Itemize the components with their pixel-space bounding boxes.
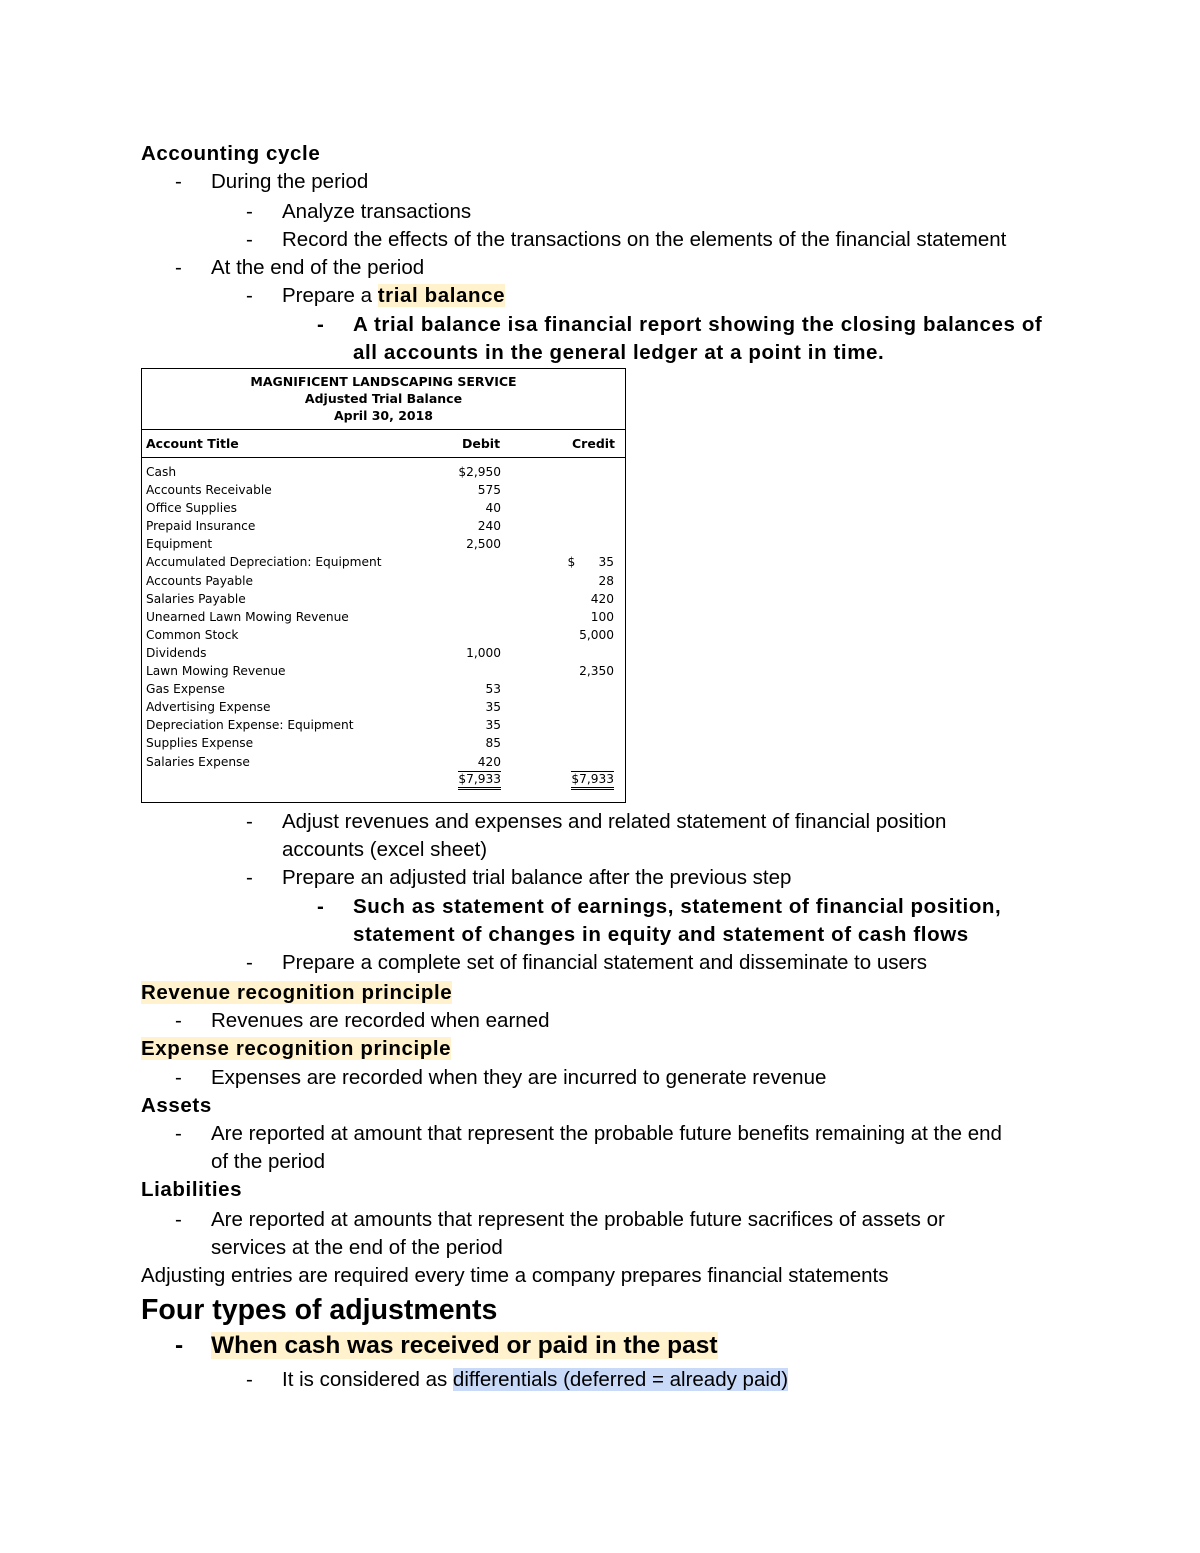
bullet: -	[246, 228, 253, 251]
list-item: Revenues are recorded when earned	[211, 1009, 550, 1032]
table-row	[142, 626, 625, 644]
prepare-prefix: Prepare a	[282, 284, 378, 307]
table-row	[142, 463, 625, 481]
table-row	[142, 608, 625, 626]
bullet: -	[175, 1332, 184, 1359]
table-row	[142, 481, 625, 499]
column-header-credit: Credit	[572, 436, 616, 451]
list-item: Record the effects of the transactions on the elements of the financial statement	[282, 228, 1007, 251]
bullet: -	[175, 1208, 182, 1231]
table-row	[142, 698, 625, 716]
bullet: -	[246, 866, 253, 889]
debit-amount: 53	[485, 682, 501, 697]
debit-amount: 35	[485, 718, 501, 733]
account-title: Depreciation Expense: Equipment	[146, 718, 354, 733]
account-title: Supplies Expense	[146, 736, 254, 751]
credit-amount: 420	[590, 591, 614, 606]
list-item: of the period	[211, 1150, 325, 1173]
revenue-heading-text: Revenue recognition principle	[141, 981, 453, 1004]
list-item: services at the end of the period	[211, 1236, 503, 1259]
definition-line: all accounts in the general ledger at a point in time.	[353, 341, 885, 364]
list-item: Prepare a complete set of financial statement and disseminate to users	[282, 951, 927, 974]
table-row	[142, 662, 625, 680]
table-row	[142, 644, 625, 662]
list-item	[282, 1366, 788, 1394]
table-row	[142, 572, 625, 590]
table-row	[142, 517, 625, 535]
section-heading-expense	[141, 1035, 451, 1063]
divider	[142, 457, 625, 458]
statement-date: April 30, 2018	[334, 408, 433, 423]
trial-balance-term: trial balance	[377, 284, 506, 307]
list-item: Are reported at amounts that represent the probable future sacrifices of assets or	[211, 1208, 945, 1231]
bullet: -	[175, 256, 182, 279]
bullet: -	[317, 313, 325, 336]
table-body	[142, 463, 625, 789]
adjusting-note: Adjusting entries are required every time a company prepares financial statements	[141, 1264, 889, 1287]
totals-row	[142, 771, 625, 789]
list-item: During the period	[211, 170, 369, 193]
credit-amount: $ 35	[567, 555, 614, 570]
statement-title: Adjusted Trial Balance	[304, 391, 463, 406]
bullet: -	[246, 1368, 253, 1391]
section-heading-liabilities: Liabilities	[141, 1178, 243, 1201]
section-heading-revenue	[141, 979, 452, 1007]
debit-amount: $2,950	[458, 465, 501, 479]
divider	[142, 429, 625, 430]
account-title: Accounts Receivable	[146, 483, 272, 498]
table-row	[142, 753, 625, 771]
debit-amount: 2,500	[466, 537, 501, 552]
account-title: Cash	[146, 465, 177, 479]
table-row	[142, 590, 625, 608]
account-title: Lawn Mowing Revenue	[146, 664, 286, 679]
credit-amount: 100	[590, 609, 614, 624]
account-title: Salaries Payable	[146, 591, 246, 606]
differentials-term: differentials (deferred = already paid)	[452, 1368, 789, 1391]
bullet: -	[246, 951, 253, 974]
list-item: Adjust revenues and expenses and related statement of financial position	[282, 810, 947, 833]
table-row	[142, 499, 625, 517]
bullet: -	[246, 810, 253, 833]
list-item	[282, 282, 505, 310]
credit-amount: 28	[598, 573, 614, 588]
adjusted-trial-balance-table	[141, 368, 626, 803]
debit-amount: 35	[485, 700, 501, 715]
list-item: accounts (excel sheet)	[282, 838, 488, 861]
section-heading-assets: Assets	[141, 1094, 212, 1117]
credit-amount: 5,000	[579, 627, 614, 642]
adjustment-type-1	[211, 1330, 718, 1362]
debit-amount: 85	[485, 736, 501, 751]
section-heading-accounting-cycle: Accounting cycle	[141, 142, 321, 165]
list-item: Prepare an adjusted trial balance after the previous step	[282, 866, 792, 889]
credit-amount: 2,350	[579, 664, 614, 679]
expense-heading-text: Expense recognition principle	[141, 1037, 452, 1060]
bullet: -	[317, 895, 325, 918]
bullet: -	[246, 200, 253, 223]
list-item: At the end of the period	[211, 256, 425, 279]
company-name: MAGNIFICENT LANDSCAPING SERVICE	[250, 374, 517, 389]
account-title: Accounts Payable	[146, 573, 254, 588]
bullet: -	[175, 1122, 182, 1145]
account-title: Office Supplies	[146, 501, 238, 516]
heading-four-types: Four types of adjustments	[141, 1294, 498, 1326]
debit-amount: 575	[477, 483, 501, 498]
debit-amount: 240	[477, 519, 501, 534]
list-item: Such as statement of earnings, statement of financial position,	[353, 895, 1002, 918]
bullet: -	[246, 284, 253, 307]
definition-line: A trial balance isa financial report showing the closing balances of	[353, 313, 1043, 336]
bullet: -	[175, 170, 182, 193]
list-item: Are reported at amount that represent the probable future benefits remaining at the end	[211, 1122, 1002, 1145]
account-title: Common Stock	[146, 627, 239, 642]
account-title: Equipment	[146, 537, 213, 552]
total-debit: $7,933	[458, 771, 501, 790]
account-title: Dividends	[146, 645, 207, 660]
list-item: Expenses are recorded when they are incurred to generate revenue	[211, 1066, 827, 1089]
list-item: Analyze transactions	[282, 200, 472, 223]
table-row	[142, 716, 625, 734]
bullet: -	[175, 1066, 182, 1089]
table-row	[142, 734, 625, 752]
considered-prefix: It is considered as	[282, 1368, 453, 1391]
account-title: Gas Expense	[146, 682, 225, 697]
adjustment-type-1-text: When cash was received or paid in the past	[211, 1332, 718, 1359]
list-item: statement of changes in equity and statement of cash flows	[353, 923, 969, 946]
table-row	[142, 535, 625, 553]
debit-amount: 420	[477, 754, 501, 769]
bullet: -	[175, 1009, 182, 1032]
account-title: Prepaid Insurance	[146, 519, 256, 534]
table-row	[142, 680, 625, 698]
table-row	[142, 553, 625, 571]
debit-amount: 40	[485, 501, 501, 516]
debit-amount: 1,000	[466, 645, 501, 660]
total-credit: $7,933	[571, 771, 614, 790]
account-title: Advertising Expense	[146, 700, 271, 715]
column-header-account: Account Title	[146, 436, 239, 451]
account-title: Unearned Lawn Mowing Revenue	[146, 609, 349, 624]
account-title: Salaries Expense	[146, 754, 250, 769]
account-title: Accumulated Depreciation: Equipment	[146, 555, 382, 570]
column-header-debit: Debit	[462, 436, 501, 451]
